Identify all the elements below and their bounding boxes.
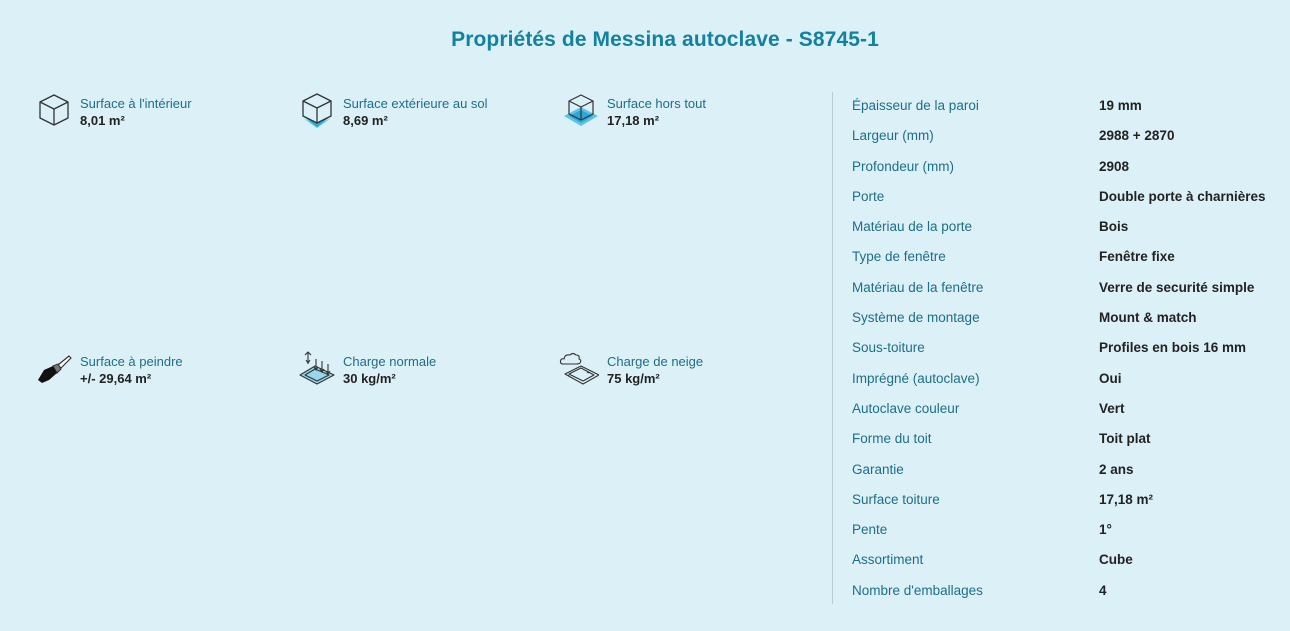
property-key: Assortiment [852,552,924,568]
feature-overall-surface [563,92,706,130]
paintbrush-icon [36,350,72,386]
property-key: Surface toiture [852,491,940,507]
property-value: Mount & match [1099,310,1197,326]
property-key: Matériau de la porte [852,219,973,235]
property-value: 2988 + 2870 [1099,128,1175,144]
feature-label: Charge de neige [607,354,704,369]
feature-value: 8,01 m² [80,113,125,128]
property-value: Profiles en bois 16 mm [1099,340,1247,356]
feature-value: 30 kg/m² [343,371,396,386]
page-title: Propriétés de Messina autoclave - S8745-1 [451,28,879,51]
feature-label: Charge normale [343,354,437,369]
property-key: Sous-toiture [852,340,925,356]
property-key: Imprégné (autoclave) [852,370,980,386]
property-value: 2 ans [1099,461,1134,477]
feature-exterior-floor-surface [299,92,488,130]
property-value: Verre de securité simple [1099,279,1255,295]
column-divider [832,92,833,604]
feature-value: 8,69 m² [343,113,388,128]
feature-interior-surface [36,92,192,130]
property-value: 4 [1099,582,1107,598]
feature-normal-load [299,350,436,388]
property-value: Double porte à charnières [1099,188,1266,204]
property-value: Fenêtre fixe [1099,249,1175,265]
snow-load-icon [559,350,599,386]
cube-footprint-icon [563,92,599,128]
property-key: Autoclave couleur [852,400,960,416]
property-key: Matériau de la fenêtre [852,279,984,295]
property-value: 19 mm [1099,98,1142,113]
property-key: Épaisseur de la paroi [852,98,979,113]
cube-floor-icon [299,92,335,128]
property-value: Cube [1099,552,1133,568]
property-value: 17,18 m² [1099,491,1154,507]
property-key: Type de fenêtre [852,249,946,265]
feature-value: +/- 29,64 m² [80,371,152,386]
property-value: Bois [1099,219,1129,235]
feature-label: Surface hors tout [607,96,706,111]
property-value: Oui [1099,370,1122,386]
property-key: Largeur (mm) [852,128,934,144]
feature-snow-load [559,350,703,388]
feature-value: 17,18 m² [607,113,660,128]
feature-label: Surface à peindre [80,354,183,369]
property-key: Profondeur (mm) [852,158,955,174]
property-key: Forme du toit [852,431,932,447]
roof-load-icon [299,350,335,386]
property-key: Porte [852,188,885,204]
property-value: 1° [1099,522,1112,538]
feature-label: Surface extérieure au sol [343,96,488,111]
cube-outline-icon [36,92,72,128]
property-value: Toit plat [1099,431,1151,447]
feature-value: 75 kg/m² [607,371,660,386]
property-value: 2908 [1099,158,1130,174]
property-key: Nombre d'emballages [852,582,983,598]
property-key: Système de montage [852,310,980,326]
property-key: Pente [852,522,888,538]
feature-label: Surface à l'intérieur [80,96,192,111]
property-value: Vert [1099,400,1125,416]
feature-paint-surface [36,350,183,388]
property-key: Garantie [852,461,904,477]
